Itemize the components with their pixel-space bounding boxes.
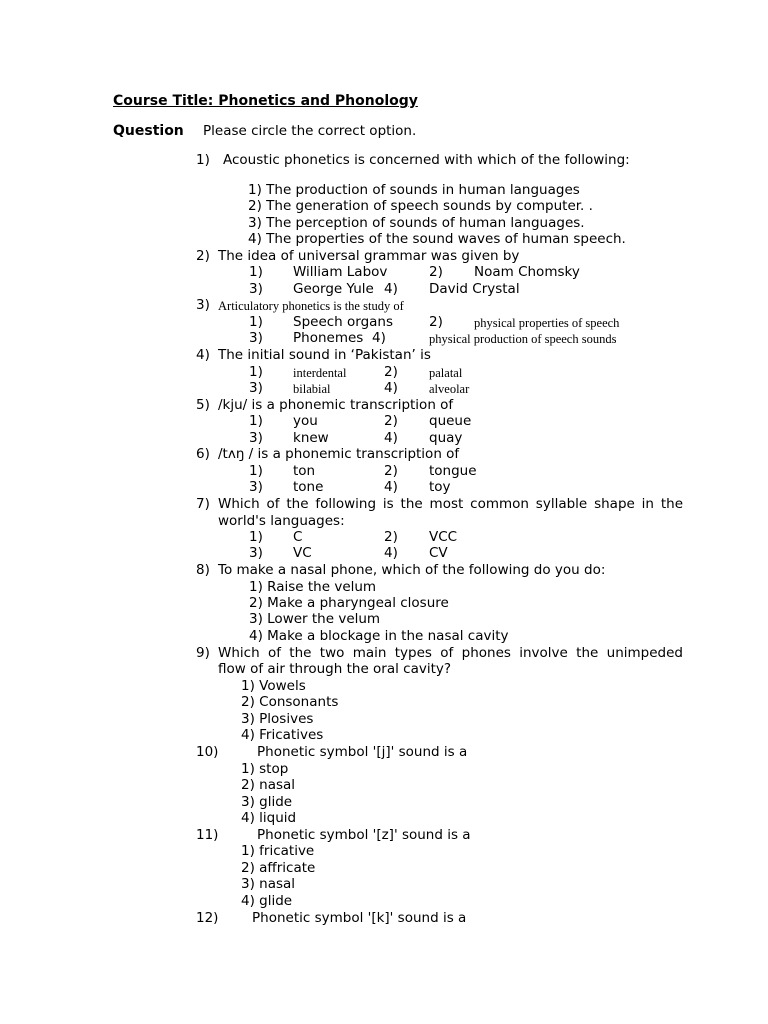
q7-text-line2: world's languages: <box>218 513 345 529</box>
q7-opt4: CV <box>429 545 448 561</box>
q8-option-3: 3) Lower the velum <box>249 611 381 627</box>
q2-opt1-num: 1) <box>249 264 263 280</box>
q4-opt3-num: 3) <box>249 380 263 396</box>
q9-option-2: 2) Consonants <box>241 694 339 710</box>
q8-text: To make a nasal phone, which of the following do you do: <box>218 562 606 578</box>
q7-number: 7) <box>196 496 210 512</box>
instruction: Please circle the correct option. <box>203 123 417 139</box>
q3-number: 3) <box>196 297 210 313</box>
q6-opt2: tongue <box>429 463 477 479</box>
q7-text-line1: Which of the following is the most common syllable shape in the <box>218 496 683 512</box>
q3-opt1-num: 1) <box>249 314 263 330</box>
q2-opt2: Noam Chomsky <box>474 264 580 280</box>
q9-option-4: 4) Fricatives <box>241 727 324 743</box>
q3-text: Articulatory phonetics is the study of <box>218 299 404 313</box>
q12-text: Phonetic symbol '[k]' sound is a <box>252 910 467 926</box>
q4-opt1-num: 1) <box>249 364 263 380</box>
q11-option-3: 3) nasal <box>241 876 296 892</box>
q2-opt3-num: 3) <box>249 281 263 297</box>
q5-number: 5) <box>196 397 210 413</box>
q10-option-2: 2) nasal <box>241 777 296 793</box>
q11-option-4: 4) glide <box>241 893 293 909</box>
q5-text: /kju/ is a phonemic transcription of <box>218 397 454 413</box>
q10-option-4: 4) liquid <box>241 810 297 826</box>
q1-number: 1) <box>196 152 210 168</box>
q7-opt3: VC <box>293 545 312 561</box>
q11-number: 11) <box>196 827 219 843</box>
q4-opt4: alveolar <box>429 382 470 396</box>
q5-opt1-num: 1) <box>249 413 263 429</box>
q10-option-1: 1) stop <box>241 761 289 777</box>
q5-opt4: quay <box>429 430 463 446</box>
q1-text: Acoustic phonetics is concerned with which of the following: <box>223 152 630 168</box>
q11-text: Phonetic symbol '[z]' sound is a <box>257 827 471 843</box>
q1-option-4: 4) The properties of the sound waves of human speech. <box>248 231 626 247</box>
q5-opt2-num: 2) <box>384 413 398 429</box>
q6-opt3-num: 3) <box>249 479 263 495</box>
q9-option-3: 3) Plosives <box>241 711 314 727</box>
q4-opt2-num: 2) <box>384 364 398 380</box>
q6-opt4-num: 4) <box>384 479 398 495</box>
course-title: Course Title: Phonetics and Phonology <box>113 93 418 109</box>
q3-opt2-num: 2) <box>429 314 443 330</box>
q3-opt4-num: 4) <box>372 330 386 346</box>
q4-opt3: bilabial <box>293 382 331 396</box>
q10-number: 10) <box>196 744 219 760</box>
q7-opt2-num: 2) <box>384 529 398 545</box>
q7-opt3-num: 3) <box>249 545 263 561</box>
q4-text: The initial sound in ‘Pakistan’ is <box>218 347 431 363</box>
q3-opt4: physical production of speech sounds <box>429 332 617 346</box>
q8-number: 8) <box>196 562 210 578</box>
q2-opt4-num: 4) <box>384 281 398 297</box>
q5-opt3-num: 3) <box>249 430 263 446</box>
q5-opt2: queue <box>429 413 472 429</box>
q10-text: Phonetic symbol '[j]' sound is a <box>257 744 468 760</box>
q7-opt4-num: 4) <box>384 545 398 561</box>
question-label: Question <box>113 123 184 139</box>
q4-opt1: interdental <box>293 366 347 380</box>
q6-number: 6) <box>196 446 210 462</box>
q11-option-1: 1) fricative <box>241 843 315 859</box>
q5-opt1: you <box>293 413 318 429</box>
q9-text-line2: flow of air through the oral cavity? <box>218 661 452 677</box>
q6-opt4: toy <box>429 479 451 495</box>
q2-text: The idea of universal grammar was given by <box>218 248 520 264</box>
q1-option-3: 3) The perception of sounds of human languages. <box>248 215 585 231</box>
q12-number: 12) <box>196 910 219 926</box>
q10-option-3: 3) glide <box>241 794 293 810</box>
q5-opt3: knew <box>293 430 329 446</box>
q4-opt2: palatal <box>429 366 463 380</box>
q6-opt3: tone <box>293 479 324 495</box>
q2-number: 2) <box>196 248 210 264</box>
q6-opt1: ton <box>293 463 316 479</box>
q8-option-4: 4) Make a blockage in the nasal cavity <box>249 628 509 644</box>
q4-opt4-num: 4) <box>384 380 398 396</box>
q6-opt2-num: 2) <box>384 463 398 479</box>
q8-option-1: 1) Raise the velum <box>249 579 377 595</box>
q2-opt4: David Crystal <box>429 281 520 297</box>
q8-option-2: 2) Make a pharyngeal closure <box>249 595 449 611</box>
q2-opt1: William Labov <box>293 264 388 280</box>
q2-opt2-num: 2) <box>429 264 443 280</box>
q3-opt1: Speech organs <box>293 314 394 330</box>
q7-opt2: VCC <box>429 529 458 545</box>
q4-number: 4) <box>196 347 210 363</box>
q5-opt4-num: 4) <box>384 430 398 446</box>
q1-option-2: 2) The generation of speech sounds by computer. . <box>248 198 593 214</box>
q3-opt3-num: 3) <box>249 330 263 346</box>
q9-option-1: 1) Vowels <box>241 678 306 694</box>
q6-opt1-num: 1) <box>249 463 263 479</box>
q9-number: 9) <box>196 645 210 661</box>
q6-text: /tʌŋ / is a phonemic transcription of <box>218 446 460 462</box>
q3-opt3: Phonemes <box>293 330 364 346</box>
q7-opt1: C <box>293 529 303 545</box>
q3-opt2: physical properties of speech <box>474 316 620 330</box>
q2-opt3: George Yule <box>293 281 374 297</box>
q11-option-2: 2) affricate <box>241 860 316 876</box>
q1-option-1: 1) The production of sounds in human languages <box>248 182 580 198</box>
q7-opt1-num: 1) <box>249 529 263 545</box>
q9-text-line1: Which of the two main types of phones involve the unimpeded <box>218 645 683 661</box>
